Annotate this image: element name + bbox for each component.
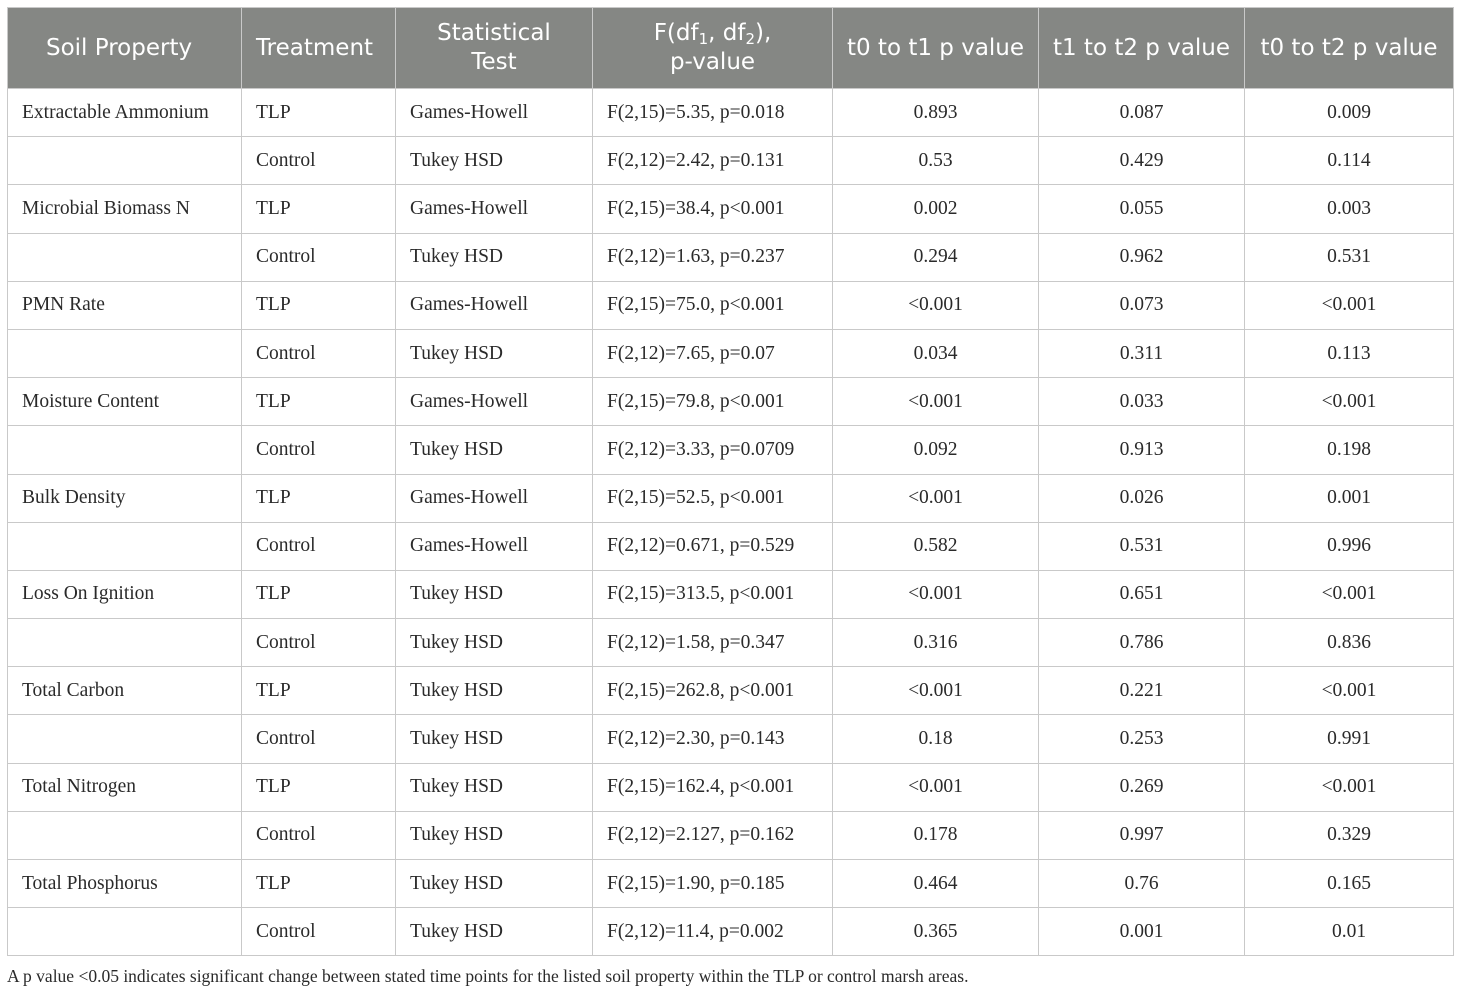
cell-t1-t2: 0.962	[1039, 233, 1245, 281]
cell-soil-property: Bulk Density	[8, 474, 242, 522]
cell-t0-t2: 0.991	[1245, 715, 1454, 763]
cell-soil-property	[8, 137, 242, 185]
cell-soil-property	[8, 811, 242, 859]
cell-statistical-test: Games-Howell	[396, 89, 593, 137]
cell-t1-t2: 0.651	[1039, 570, 1245, 618]
cell-t1-t2: 0.033	[1039, 378, 1245, 426]
cell-statistical-test: Tukey HSD	[396, 329, 593, 377]
cell-statistical-test: Tukey HSD	[396, 426, 593, 474]
cell-f-pvalue: F(2,15)=79.8, p<0.001	[593, 378, 833, 426]
cell-t0-t1: <0.001	[833, 281, 1039, 329]
header-f-suffix: ),	[755, 20, 772, 46]
table-row	[8, 763, 1454, 811]
cell-f-pvalue: F(2,15)=1.90, p=0.185	[593, 860, 833, 908]
cell-soil-property	[8, 619, 242, 667]
cell-treatment: Control	[242, 233, 396, 281]
table-row	[8, 860, 1454, 908]
cell-f-pvalue: F(2,15)=38.4, p<0.001	[593, 185, 833, 233]
header-t0-t2: t0 to t2 p value	[1245, 8, 1454, 89]
cell-statistical-test: Games-Howell	[396, 474, 593, 522]
cell-treatment: Control	[242, 908, 396, 956]
cell-t0-t1: 0.582	[833, 522, 1039, 570]
table-footnote: A p value <0.05 indicates significant change between stated time points for the listed soil property within the TLP or control marsh areas.	[7, 966, 969, 986]
table-row	[8, 522, 1454, 570]
cell-t1-t2: 0.087	[1039, 89, 1245, 137]
cell-t1-t2: 0.221	[1039, 667, 1245, 715]
cell-statistical-test: Tukey HSD	[396, 570, 593, 618]
cell-treatment: Control	[242, 619, 396, 667]
cell-t0-t1: 0.034	[833, 329, 1039, 377]
table-row	[8, 474, 1454, 522]
cell-statistical-test: Games-Howell	[396, 185, 593, 233]
cell-soil-property: Total Carbon	[8, 667, 242, 715]
cell-treatment: TLP	[242, 860, 396, 908]
cell-t1-t2: 0.026	[1039, 474, 1245, 522]
cell-t0-t1: 0.893	[833, 89, 1039, 137]
cell-t0-t2: 0.113	[1245, 329, 1454, 377]
cell-t0-t1: 0.316	[833, 619, 1039, 667]
header-row	[8, 8, 1454, 89]
cell-f-pvalue: F(2,15)=262.8, p<0.001	[593, 667, 833, 715]
cell-t0-t1: <0.001	[833, 570, 1039, 618]
cell-t0-t1: 0.18	[833, 715, 1039, 763]
cell-f-pvalue: F(2,12)=7.65, p=0.07	[593, 329, 833, 377]
cell-t0-t2: <0.001	[1245, 763, 1454, 811]
cell-treatment: Control	[242, 715, 396, 763]
header-f-mid: , df	[708, 20, 746, 46]
header-f-pvalue	[593, 8, 833, 89]
cell-treatment: TLP	[242, 185, 396, 233]
cell-treatment: Control	[242, 811, 396, 859]
cell-f-pvalue: F(2,12)=1.58, p=0.347	[593, 619, 833, 667]
header-t1-t2: t1 to t2 p value	[1039, 8, 1245, 89]
cell-f-pvalue: F(2,15)=5.35, p=0.018	[593, 89, 833, 137]
cell-t1-t2: 0.055	[1039, 185, 1245, 233]
cell-t0-t1: 0.092	[833, 426, 1039, 474]
cell-t1-t2: 0.311	[1039, 329, 1245, 377]
cell-t0-t2: 0.165	[1245, 860, 1454, 908]
cell-f-pvalue: F(2,12)=1.63, p=0.237	[593, 233, 833, 281]
cell-statistical-test: Tukey HSD	[396, 763, 593, 811]
cell-statistical-test: Tukey HSD	[396, 715, 593, 763]
cell-soil-property: Total Phosphorus	[8, 860, 242, 908]
cell-treatment: TLP	[242, 89, 396, 137]
cell-t1-t2: 0.997	[1039, 811, 1245, 859]
header-f-line2: p-value	[669, 49, 756, 75]
cell-t1-t2: 0.786	[1039, 619, 1245, 667]
cell-statistical-test: Tukey HSD	[396, 137, 593, 185]
cell-t1-t2: 0.429	[1039, 137, 1245, 185]
table-row	[8, 89, 1454, 137]
cell-t0-t2: 0.009	[1245, 89, 1454, 137]
cell-t0-t1: <0.001	[833, 474, 1039, 522]
cell-t0-t2: <0.001	[1245, 378, 1454, 426]
table-row	[8, 908, 1454, 956]
header-statistical-test-line2: Test	[471, 49, 517, 75]
cell-t1-t2: 0.913	[1039, 426, 1245, 474]
cell-t0-t2: 0.114	[1245, 137, 1454, 185]
cell-treatment: TLP	[242, 378, 396, 426]
cell-f-pvalue: F(2,15)=52.5, p<0.001	[593, 474, 833, 522]
cell-t0-t2: 0.001	[1245, 474, 1454, 522]
cell-treatment: Control	[242, 426, 396, 474]
cell-soil-property	[8, 522, 242, 570]
cell-t0-t2: <0.001	[1245, 570, 1454, 618]
cell-f-pvalue: F(2,12)=2.30, p=0.143	[593, 715, 833, 763]
cell-soil-property: Total Nitrogen	[8, 763, 242, 811]
table-row	[8, 811, 1454, 859]
cell-f-pvalue: F(2,15)=75.0, p<0.001	[593, 281, 833, 329]
cell-soil-property	[8, 908, 242, 956]
cell-treatment: TLP	[242, 667, 396, 715]
header-treatment: Treatment	[242, 8, 396, 89]
cell-t0-t2: <0.001	[1245, 281, 1454, 329]
cell-treatment: TLP	[242, 570, 396, 618]
cell-statistical-test: Games-Howell	[396, 378, 593, 426]
cell-soil-property: Moisture Content	[8, 378, 242, 426]
cell-soil-property: Microbial Biomass N	[8, 185, 242, 233]
header-soil-property: Soil Property	[8, 8, 242, 89]
table-row	[8, 570, 1454, 618]
cell-f-pvalue: F(2,12)=2.127, p=0.162	[593, 811, 833, 859]
cell-f-pvalue: F(2,12)=11.4, p=0.002	[593, 908, 833, 956]
cell-soil-property: PMN Rate	[8, 281, 242, 329]
cell-t0-t2: 0.836	[1245, 619, 1454, 667]
cell-statistical-test: Tukey HSD	[396, 811, 593, 859]
cell-t1-t2: 0.531	[1039, 522, 1245, 570]
cell-t0-t1: <0.001	[833, 667, 1039, 715]
cell-t1-t2: 0.253	[1039, 715, 1245, 763]
cell-statistical-test: Tukey HSD	[396, 667, 593, 715]
cell-t1-t2: 0.001	[1039, 908, 1245, 956]
cell-t1-t2: 0.76	[1039, 860, 1245, 908]
cell-t0-t1: 0.53	[833, 137, 1039, 185]
cell-t0-t1: <0.001	[833, 763, 1039, 811]
cell-t0-t2: <0.001	[1245, 667, 1454, 715]
cell-treatment: Control	[242, 522, 396, 570]
cell-t1-t2: 0.073	[1039, 281, 1245, 329]
cell-treatment: TLP	[242, 763, 396, 811]
cell-t0-t1: 0.178	[833, 811, 1039, 859]
cell-t0-t2: 0.003	[1245, 185, 1454, 233]
cell-treatment: Control	[242, 329, 396, 377]
table-row	[8, 667, 1454, 715]
cell-f-pvalue: F(2,12)=0.671, p=0.529	[593, 522, 833, 570]
cell-statistical-test: Games-Howell	[396, 281, 593, 329]
cell-statistical-test: Tukey HSD	[396, 860, 593, 908]
table-row	[8, 233, 1454, 281]
cell-t0-t1: 0.365	[833, 908, 1039, 956]
cell-t0-t2: 0.531	[1245, 233, 1454, 281]
cell-soil-property	[8, 426, 242, 474]
table-row	[8, 185, 1454, 233]
cell-f-pvalue: F(2,12)=2.42, p=0.131	[593, 137, 833, 185]
cell-soil-property	[8, 715, 242, 763]
cell-t0-t2: 0.996	[1245, 522, 1454, 570]
table-row	[8, 619, 1454, 667]
header-statistical-test	[396, 8, 593, 89]
cell-t0-t1: 0.294	[833, 233, 1039, 281]
table-row	[8, 378, 1454, 426]
table-row	[8, 329, 1454, 377]
table-container	[7, 7, 1453, 956]
cell-t0-t2: 0.198	[1245, 426, 1454, 474]
header-f-sub2: 2	[745, 30, 756, 48]
cell-treatment: TLP	[242, 474, 396, 522]
cell-f-pvalue: F(2,15)=313.5, p<0.001	[593, 570, 833, 618]
cell-t0-t1: 0.002	[833, 185, 1039, 233]
cell-t0-t2: 0.329	[1245, 811, 1454, 859]
soil-stats-table	[7, 7, 1454, 956]
table-row	[8, 426, 1454, 474]
cell-treatment: TLP	[242, 281, 396, 329]
table-row	[8, 137, 1454, 185]
cell-t1-t2: 0.269	[1039, 763, 1245, 811]
table-row	[8, 281, 1454, 329]
header-t0-t1: t0 to t1 p value	[833, 8, 1039, 89]
header-f-prefix: F(df	[653, 20, 699, 46]
cell-soil-property: Loss On Ignition	[8, 570, 242, 618]
cell-statistical-test: Tukey HSD	[396, 619, 593, 667]
cell-treatment: Control	[242, 137, 396, 185]
cell-statistical-test: Games-Howell	[396, 522, 593, 570]
table-header	[8, 8, 1454, 89]
cell-soil-property	[8, 329, 242, 377]
table-row	[8, 715, 1454, 763]
cell-f-pvalue: F(2,15)=162.4, p<0.001	[593, 763, 833, 811]
cell-f-pvalue: F(2,12)=3.33, p=0.0709	[593, 426, 833, 474]
table-body	[8, 89, 1454, 956]
cell-soil-property	[8, 233, 242, 281]
cell-t0-t1: 0.464	[833, 860, 1039, 908]
cell-soil-property: Extractable Ammonium	[8, 89, 242, 137]
cell-t0-t2: 0.01	[1245, 908, 1454, 956]
cell-t0-t1: <0.001	[833, 378, 1039, 426]
header-f-sub1: 1	[698, 30, 709, 48]
cell-statistical-test: Tukey HSD	[396, 908, 593, 956]
header-statistical-test-line1: Statistical	[437, 20, 551, 46]
cell-statistical-test: Tukey HSD	[396, 233, 593, 281]
